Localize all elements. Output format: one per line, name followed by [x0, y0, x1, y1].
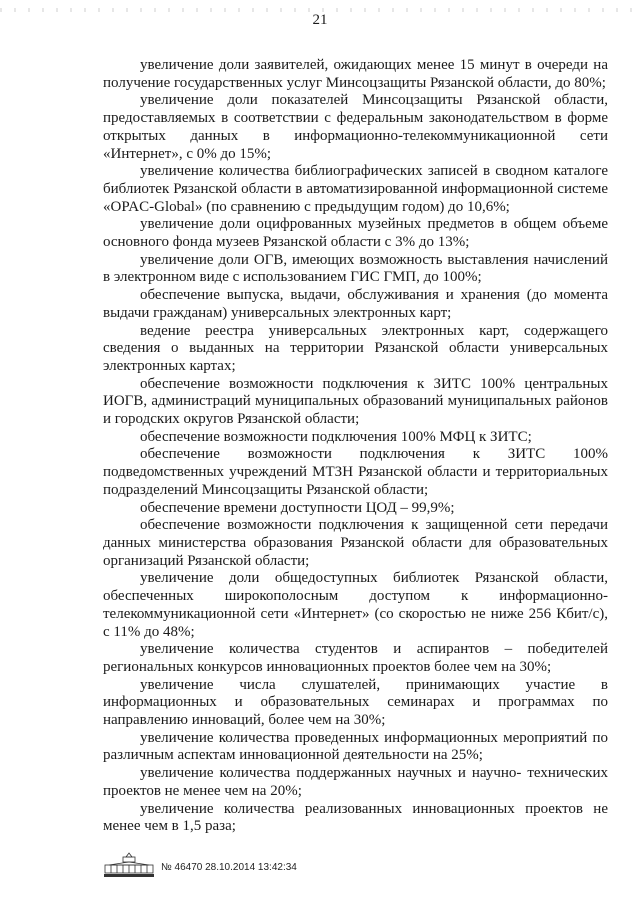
paragraph: увеличение количества проведенных информационных мероприятий по различным аспектам инновационной деятельности на 25%;: [103, 729, 608, 764]
paragraph: увеличение доли оцифрованных музейных предметов в общем объеме основного фонда музеев Рязанской области с 3% до 13%;: [103, 216, 608, 251]
paragraph: увеличение доли общедоступных библиотек Рязанской области, обеспеченных широкополосным доступом к информационно-телекоммуникационной сети «Интернет» (со скоростью не ниже 256 Кбит/с), с 11% до 48%;: [103, 570, 608, 640]
paragraph: обеспечение возможности подключения к ЗИТС 100% центральных ИОГВ, администраций муниципальных образований муниципальных районов и городских округов Рязанской области;: [103, 375, 608, 428]
document-body: [103, 57, 608, 836]
page-number: 21: [312, 12, 328, 28]
paragraph: увеличение количества поддержанных научных и научно- технических проектов не менее чем на 20%;: [103, 765, 608, 799]
paragraph: обеспечение выпуска, выдачи, обслуживания и хранения (до момента выдачи гражданам) универсальных электронных карт;: [103, 287, 608, 321]
paragraph: ведение реестра универсальных электронных карт, содержащего сведения о выданных на территории Рязанской области универсальных электронных картах;: [103, 322, 608, 374]
registration-footer: [103, 850, 297, 880]
paragraph: обеспечение возможности подключения к ЗИТС 100% подведомственных учреждений МТЗН Рязанской области и территориальных подразделений Минсоцзащиты Рязанской области;: [103, 446, 608, 498]
registration-number: № 46470 28.10.2014 13:42:34: [161, 861, 297, 873]
paragraph: обеспечение возможности подключения 100% МФЦ к ЗИТС;: [140, 428, 532, 445]
building-seal-icon: [103, 851, 155, 879]
paragraph: увеличение доли ОГВ, имеющих возможность выставления начислений в электронном виде с использованием ГИС ГМП, до 100%;: [103, 251, 608, 286]
paragraph: увеличение количества библиографических записей в сводном каталоге библиотек Рязанской области в автоматизированной информационной системе «OPAC-Global» (по сравнению с предыдущим годом) до 10,6%;: [103, 163, 608, 215]
paragraph: увеличение количества реализованных инновационных проектов не менее чем в 1,5 раза;: [103, 800, 608, 835]
paragraph: обеспечение времени доступности ЦОД – 99,9%;: [140, 499, 455, 516]
paragraph: обеспечение возможности подключения к защищенной сети передачи данных министерства образования Рязанской области для образовательных организаций Рязанской области;: [103, 517, 608, 569]
paragraph: увеличение количества студентов и аспирантов – победителей региональных конкурсов инновационных проектов более чем на 30%;: [103, 641, 608, 675]
paragraph: увеличение доли показателей Минсоцзащиты Рязанской области, предоставляемых в соответствии с федеральным законодательством в форме открытых данных в информационно-телекоммуникационной сети «Интернет», с 0% до 15%;: [103, 92, 608, 162]
paragraph: увеличение числа слушателей, принимающих участие в информационных и образовательных семинарах и программах по направлению инноваций, более чем на 30%;: [103, 676, 608, 729]
paragraph: увеличение доли заявителей, ожидающих менее 15 минут в очереди на получение государственных услуг Минсоцзащиты Рязанской области, до 80%;: [103, 57, 608, 91]
